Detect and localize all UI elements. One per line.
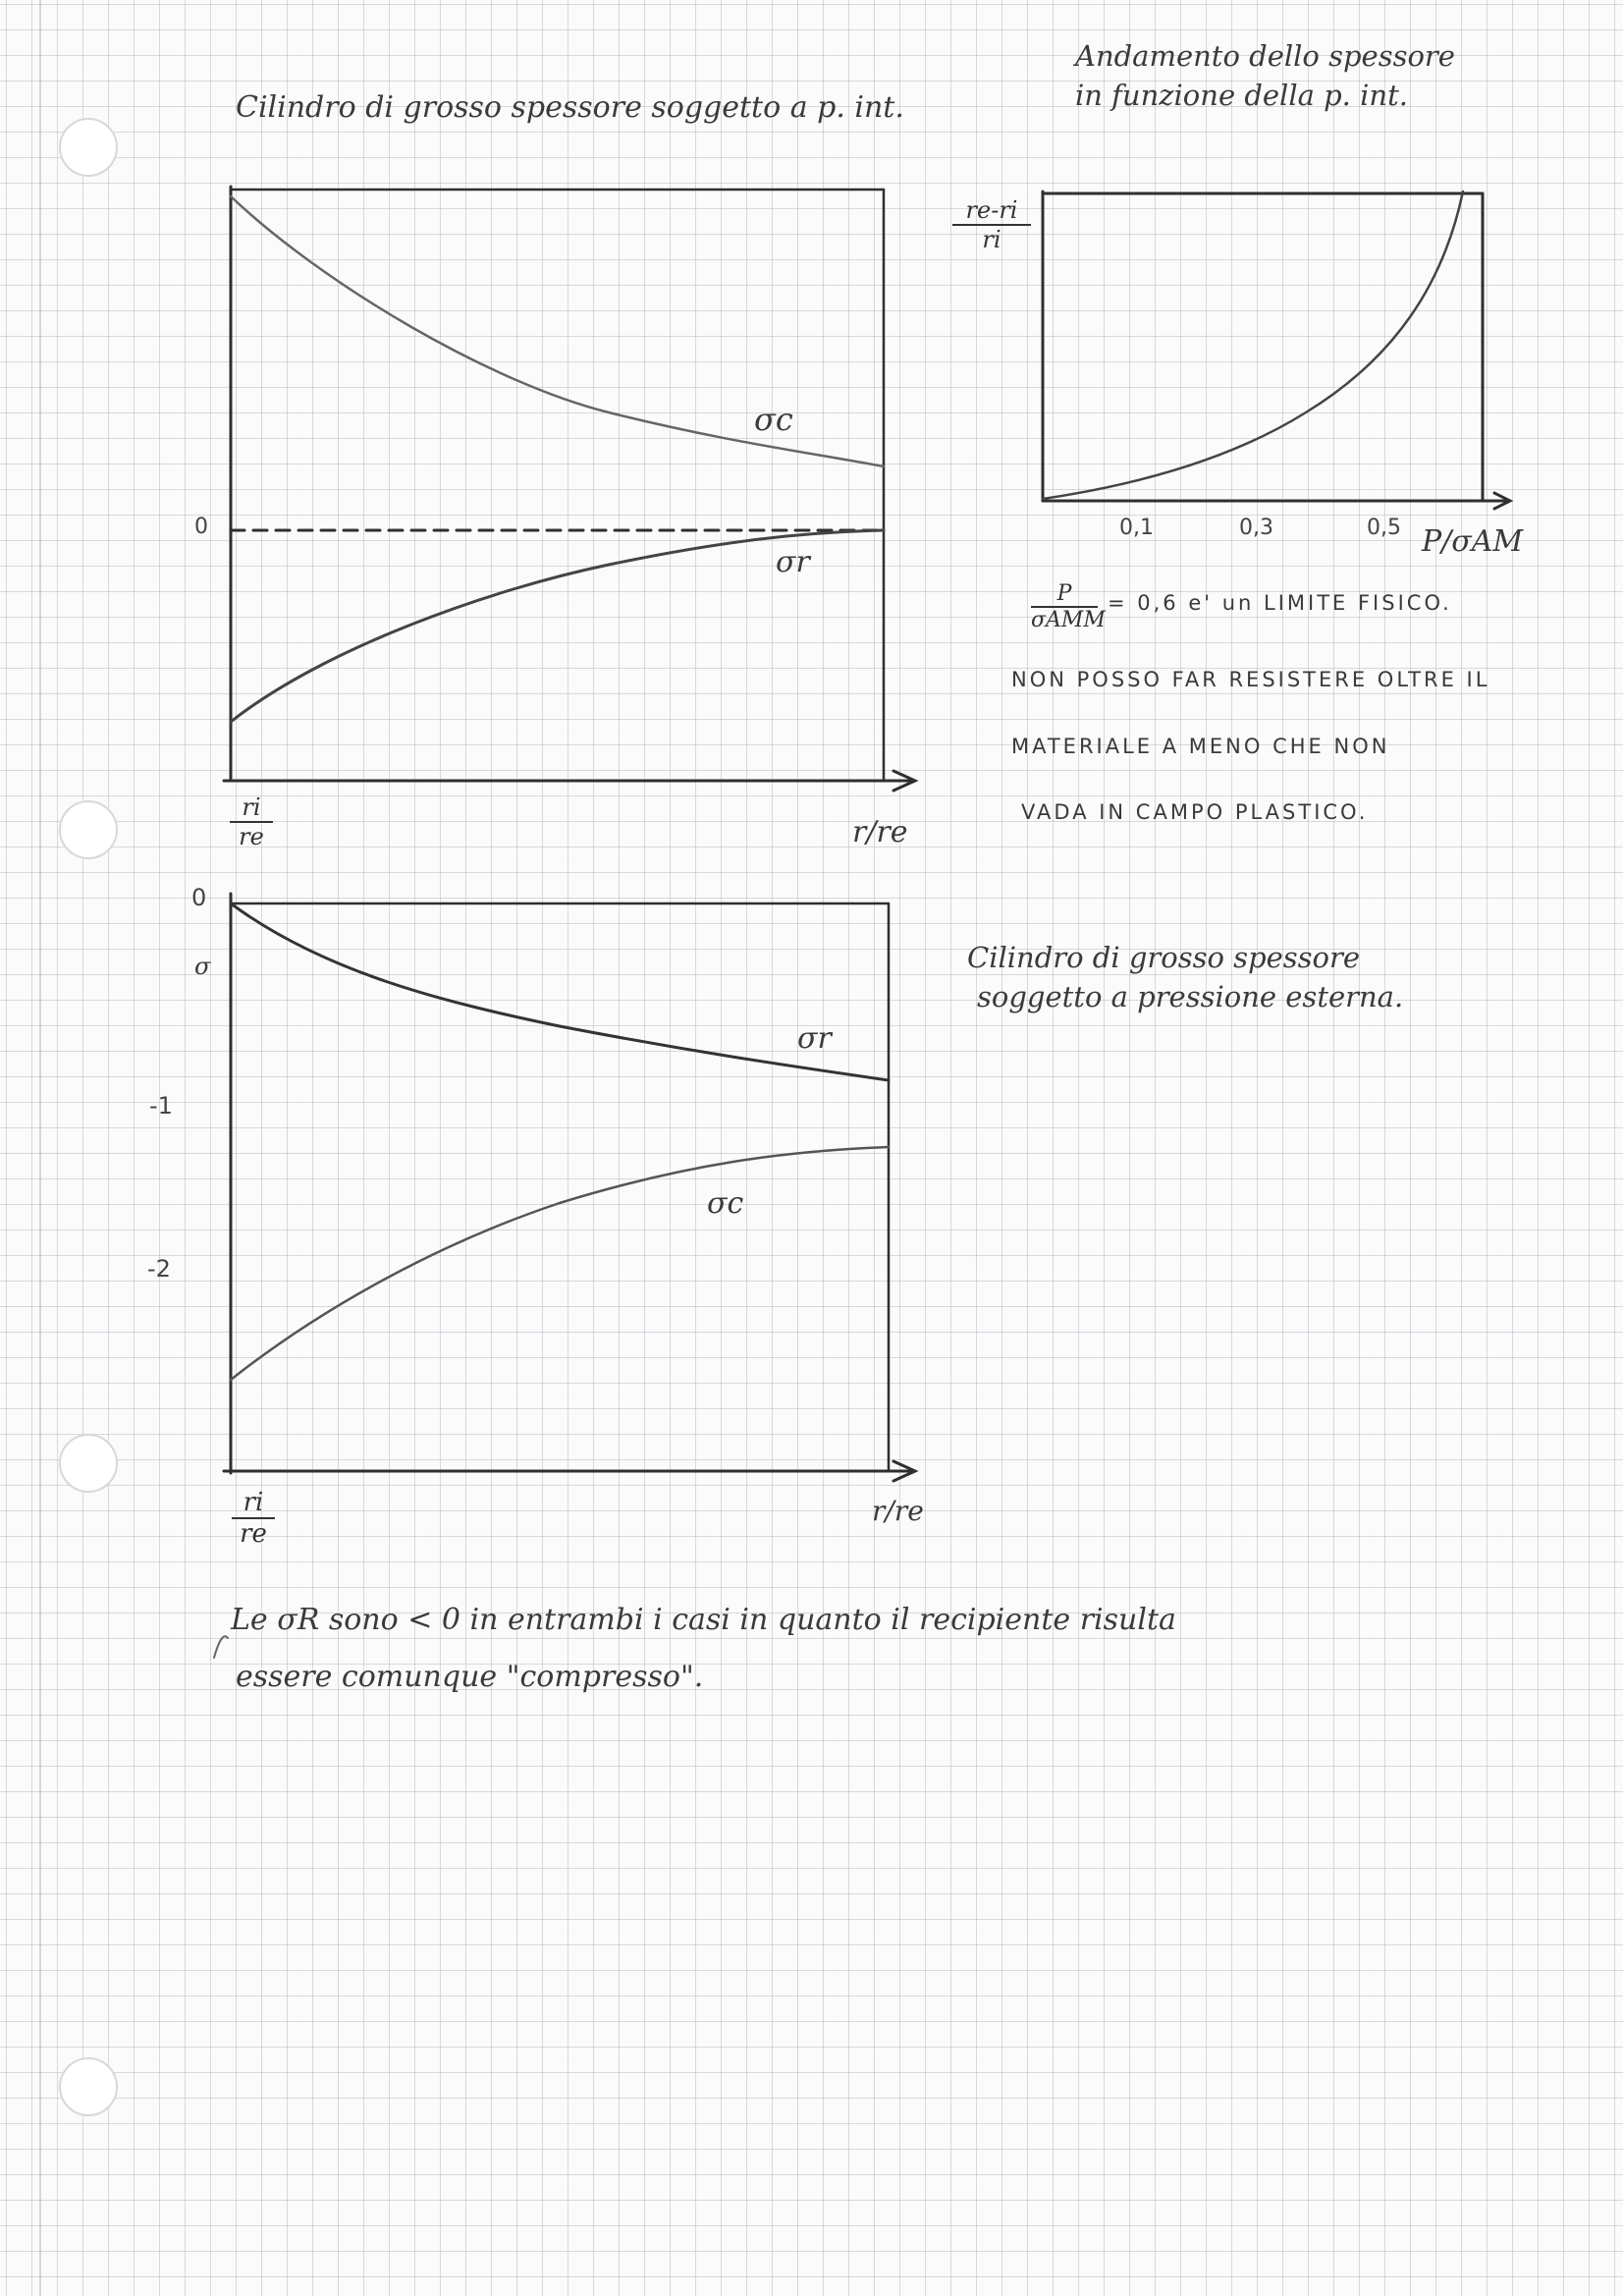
plot3-title-line1: Cilindro di grosso spessore [967, 941, 1361, 974]
plot2-y-num: re-ri [952, 196, 1031, 226]
plot1-zero-label: 0 [194, 515, 208, 539]
plot2-x-label: P/σAM [1422, 524, 1524, 559]
plot1-title: Cilindro di grosso spessore soggetto a p. int. [236, 90, 904, 125]
note-ratio-den: σAMM [1031, 608, 1106, 632]
plot3-sigma-r-curve [231, 903, 889, 1080]
plot3 [224, 894, 915, 1481]
plot1-x-start-num: ri [230, 793, 273, 823]
plot2-x-tick-3: 0,5 [1367, 516, 1401, 540]
footer-line-2: essere comunque "compresso". [236, 1660, 704, 1694]
plot3-x-start-label [232, 1488, 275, 1549]
plot3-title-line2: soggetto a pressione esterna. [977, 980, 1404, 1013]
plot1-x-start-den: re [239, 823, 264, 850]
plot1-x-start-label [230, 793, 273, 850]
note-line-2: NON POSSO FAR RESISTERE OLTRE IL [1011, 668, 1490, 691]
plot3-y-tick-0: 0 [191, 884, 207, 911]
plot3-y-tick-minus2: -2 [147, 1255, 171, 1283]
plot3-sigma-r-label: σr [797, 1021, 832, 1056]
plot2-thickness-curve [1043, 191, 1463, 499]
plot2-y-den: ri [982, 226, 1001, 253]
plot1-sigma-c-label: σc [754, 401, 793, 438]
note-line-4: VADA IN CAMPO PLASTICO. [1021, 800, 1369, 824]
plot2-x-tick-1: 0,1 [1119, 516, 1154, 540]
plot1-x-end-label: r/re [852, 815, 908, 849]
plot3-sigma-c-curve [231, 1147, 889, 1380]
plot3-x-start-den: re [240, 1519, 267, 1549]
plot3-x-end-label: r/re [872, 1495, 924, 1527]
plot2 [1043, 191, 1510, 509]
plot1 [224, 187, 915, 791]
note-line-3: MATERIALE A MENO CHE NON [1011, 735, 1390, 758]
plot1-sigma-r-label: σr [776, 545, 810, 579]
plot2-title-line1: Andamento dello spessore [1075, 39, 1455, 73]
note-ratio-num: P [1031, 581, 1098, 608]
note-ratio [1031, 581, 1106, 632]
note-line-1: = 0,6 e' un LIMITE FISICO. [1108, 591, 1452, 615]
plot3-y-tick-minus1: -1 [149, 1092, 173, 1120]
plot2-x-tick-2: 0,3 [1239, 516, 1273, 540]
plot2-y-label [952, 196, 1031, 253]
plot3-y-axis-sigma: σ [194, 953, 211, 980]
plot2-title-line2: in funzione della p. int. [1075, 79, 1408, 112]
footer-margin-mark [214, 1636, 228, 1658]
plot3-sigma-c-label: σc [707, 1186, 744, 1221]
plot3-x-start-num: ri [232, 1488, 275, 1519]
footer-line-1: Le σR sono < 0 in entrambi i casi in quanto il recipiente risulta [231, 1603, 1176, 1637]
